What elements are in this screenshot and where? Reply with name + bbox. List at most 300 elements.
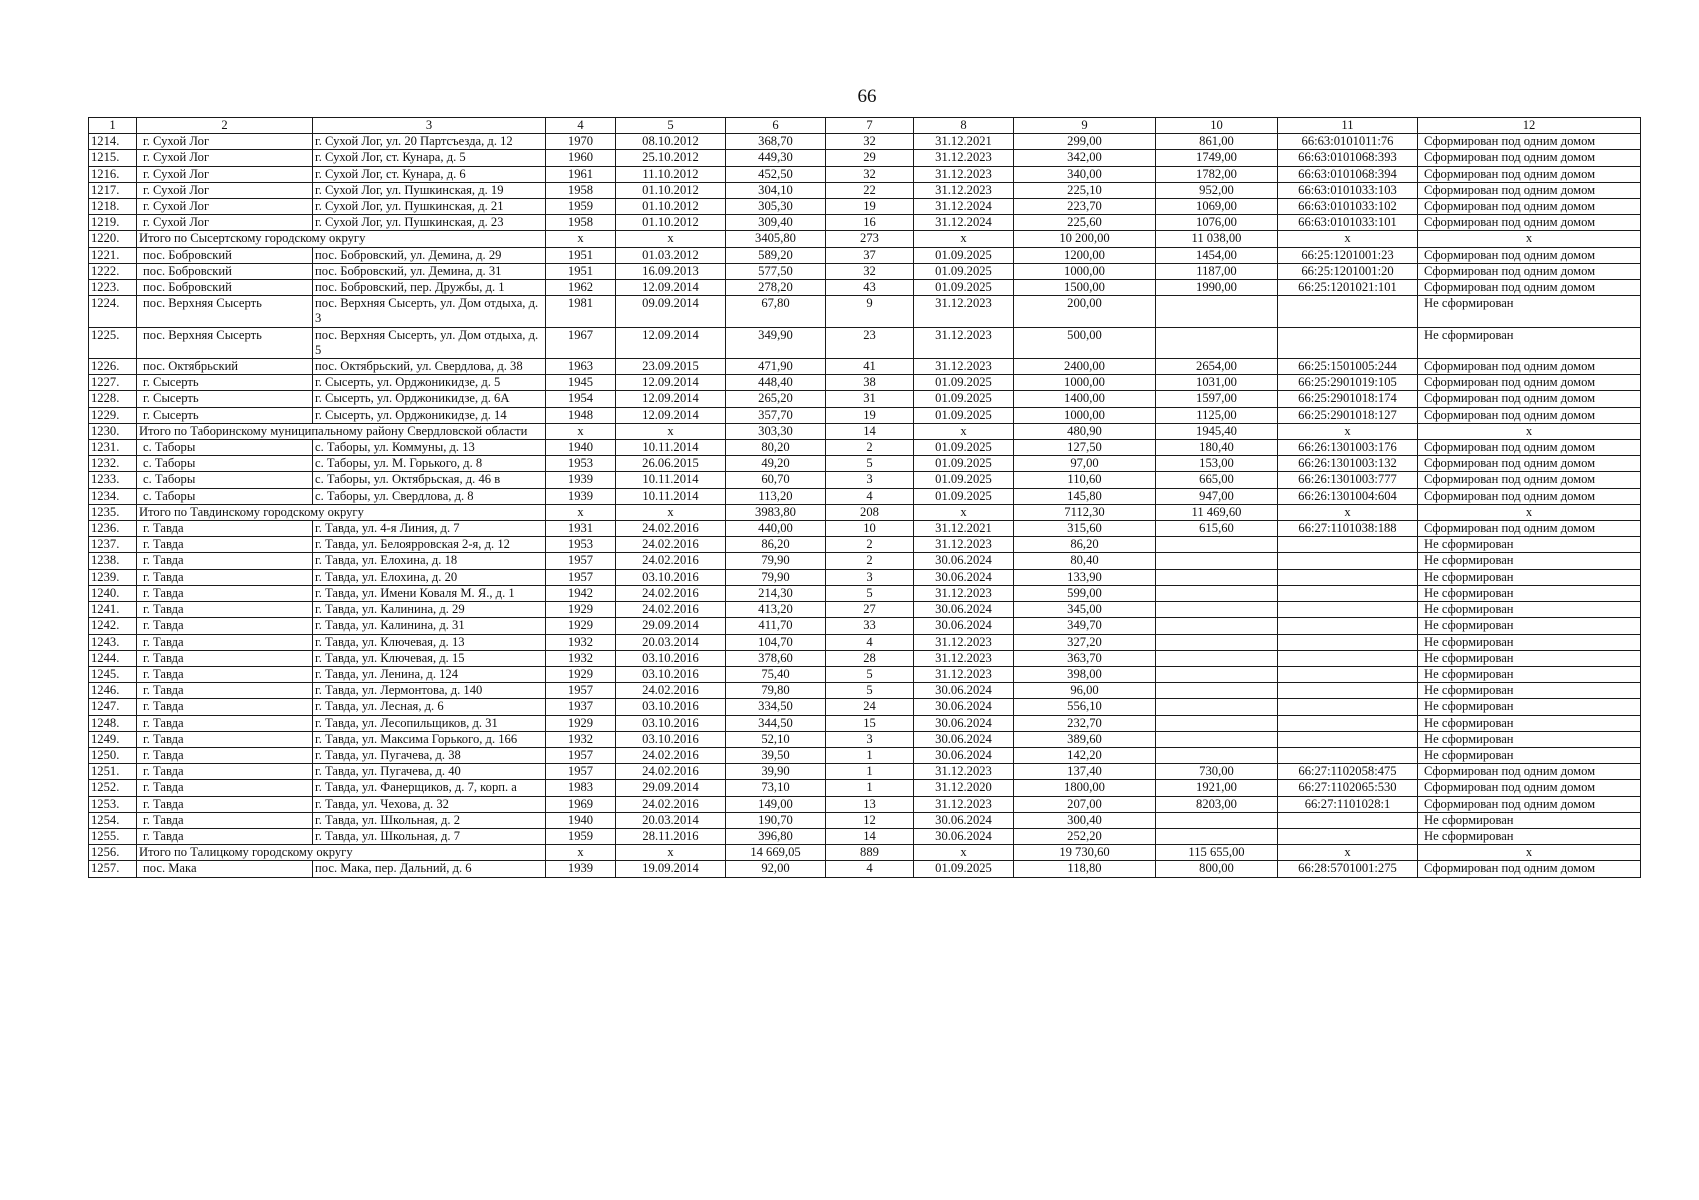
land-status-cell: x bbox=[1418, 845, 1641, 861]
planned-date-cell: 30.06.2024 bbox=[914, 747, 1014, 763]
row-number-cell: 1233. bbox=[89, 472, 137, 488]
residents-cell: 4 bbox=[826, 488, 914, 504]
value-9-cell: 480,90 bbox=[1014, 423, 1156, 439]
locality-cell: с. Таборы bbox=[137, 488, 313, 504]
planned-date-cell: 31.12.2020 bbox=[914, 780, 1014, 796]
table-row bbox=[89, 327, 1641, 358]
planned-date-cell: 01.09.2025 bbox=[914, 440, 1014, 456]
date-cell: 12.09.2014 bbox=[616, 280, 726, 296]
value-10-cell: 1749,00 bbox=[1156, 150, 1278, 166]
residents-cell: 14 bbox=[826, 423, 914, 439]
date-cell: 01.10.2012 bbox=[616, 199, 726, 215]
residents-cell: 19 bbox=[826, 407, 914, 423]
cadastral-number-cell bbox=[1278, 650, 1418, 666]
row-number-cell: 1250. bbox=[89, 747, 137, 763]
land-status-cell: Сформирован под одним домом bbox=[1418, 488, 1641, 504]
land-status-cell: Не сформирован bbox=[1418, 296, 1641, 327]
cadastral-number-cell: 66:25:1201001:23 bbox=[1278, 247, 1418, 263]
value-9-cell: 1200,00 bbox=[1014, 247, 1156, 263]
year-cell: 1953 bbox=[546, 456, 616, 472]
value-10-cell: 11 469,60 bbox=[1156, 504, 1278, 520]
date-cell: 03.10.2016 bbox=[616, 666, 726, 682]
locality-cell: с. Таборы bbox=[137, 472, 313, 488]
year-cell: x bbox=[546, 423, 616, 439]
address-cell: г. Сысерть, ул. Орджоникидзе, д. 14 bbox=[313, 407, 546, 423]
locality-cell: г. Тавда bbox=[137, 521, 313, 537]
cadastral-number-cell bbox=[1278, 537, 1418, 553]
date-cell: 03.10.2016 bbox=[616, 569, 726, 585]
year-cell: 1957 bbox=[546, 747, 616, 763]
date-cell: 01.10.2012 bbox=[616, 215, 726, 231]
table-row bbox=[89, 569, 1641, 585]
planned-date-cell: 31.12.2023 bbox=[914, 634, 1014, 650]
area-cell: 440,00 bbox=[726, 521, 826, 537]
residents-cell: 32 bbox=[826, 134, 914, 150]
land-status-cell: Сформирован под одним домом bbox=[1418, 861, 1641, 877]
table-row bbox=[89, 650, 1641, 666]
date-cell: 19.09.2014 bbox=[616, 861, 726, 877]
area-cell: 39,90 bbox=[726, 764, 826, 780]
cadastral-number-cell bbox=[1278, 747, 1418, 763]
area-cell: 14 669,05 bbox=[726, 845, 826, 861]
value-9-cell: 7112,30 bbox=[1014, 504, 1156, 520]
residents-cell: 43 bbox=[826, 280, 914, 296]
planned-date-cell: x bbox=[914, 423, 1014, 439]
cadastral-number-cell bbox=[1278, 812, 1418, 828]
cadastral-number-cell bbox=[1278, 634, 1418, 650]
locality-cell: г. Тавда bbox=[137, 569, 313, 585]
cadastral-number-cell: 66:63:0101011:76 bbox=[1278, 134, 1418, 150]
residents-cell: 1 bbox=[826, 747, 914, 763]
locality-cell: г. Сысерть bbox=[137, 407, 313, 423]
year-cell: 1929 bbox=[546, 618, 616, 634]
residents-cell: 23 bbox=[826, 327, 914, 358]
value-9-cell: 327,20 bbox=[1014, 634, 1156, 650]
row-number-cell: 1221. bbox=[89, 247, 137, 263]
value-9-cell: 1000,00 bbox=[1014, 375, 1156, 391]
locality-cell: г. Тавда bbox=[137, 537, 313, 553]
table-row bbox=[89, 699, 1641, 715]
cadastral-number-cell bbox=[1278, 731, 1418, 747]
cadastral-number-cell: x bbox=[1278, 423, 1418, 439]
cadastral-number-cell: 66:25:1201021:101 bbox=[1278, 280, 1418, 296]
locality-cell: г. Сухой Лог bbox=[137, 134, 313, 150]
row-number-cell: 1236. bbox=[89, 521, 137, 537]
value-9-cell: 345,00 bbox=[1014, 602, 1156, 618]
planned-date-cell: 31.12.2023 bbox=[914, 585, 1014, 601]
value-9-cell: 1500,00 bbox=[1014, 280, 1156, 296]
cadastral-number-cell: 66:26:1301003:132 bbox=[1278, 456, 1418, 472]
year-cell: 1958 bbox=[546, 182, 616, 198]
address-cell: г. Сысерть, ул. Орджоникидзе, д. 5 bbox=[313, 375, 546, 391]
planned-date-cell: 31.12.2023 bbox=[914, 359, 1014, 375]
planned-date-cell: 01.09.2025 bbox=[914, 407, 1014, 423]
row-number-cell: 1248. bbox=[89, 715, 137, 731]
date-cell: 20.03.2014 bbox=[616, 634, 726, 650]
land-status-cell: Сформирован под одним домом bbox=[1418, 391, 1641, 407]
table-row bbox=[89, 731, 1641, 747]
value-10-cell: 1125,00 bbox=[1156, 407, 1278, 423]
value-10-cell: 153,00 bbox=[1156, 456, 1278, 472]
cadastral-number-cell bbox=[1278, 683, 1418, 699]
cadastral-number-cell: 66:63:0101068:393 bbox=[1278, 150, 1418, 166]
date-cell: 24.02.2016 bbox=[616, 764, 726, 780]
planned-date-cell: 31.12.2021 bbox=[914, 134, 1014, 150]
address-cell: с. Таборы, ул. Октябрьская, д. 46 в bbox=[313, 472, 546, 488]
residents-cell: 13 bbox=[826, 796, 914, 812]
value-9-cell: 349,70 bbox=[1014, 618, 1156, 634]
cadastral-number-cell: 66:63:0101033:102 bbox=[1278, 199, 1418, 215]
row-number-cell: 1254. bbox=[89, 812, 137, 828]
address-cell: г. Тавда, ул. Имени Коваля М. Я., д. 1 bbox=[313, 585, 546, 601]
value-10-cell bbox=[1156, 634, 1278, 650]
locality-cell: с. Таборы bbox=[137, 440, 313, 456]
year-cell: 1958 bbox=[546, 215, 616, 231]
row-number-cell: 1245. bbox=[89, 666, 137, 682]
date-cell: 10.11.2014 bbox=[616, 488, 726, 504]
value-9-cell: 80,40 bbox=[1014, 553, 1156, 569]
area-cell: 577,50 bbox=[726, 263, 826, 279]
date-cell: 12.09.2014 bbox=[616, 327, 726, 358]
area-cell: 92,00 bbox=[726, 861, 826, 877]
value-9-cell: 118,80 bbox=[1014, 861, 1156, 877]
column-number-header: 1 bbox=[89, 118, 137, 134]
value-9-cell: 2400,00 bbox=[1014, 359, 1156, 375]
area-cell: 589,20 bbox=[726, 247, 826, 263]
planned-date-cell: 01.09.2025 bbox=[914, 391, 1014, 407]
value-10-cell: 947,00 bbox=[1156, 488, 1278, 504]
cadastral-number-cell bbox=[1278, 296, 1418, 327]
residents-cell: 32 bbox=[826, 166, 914, 182]
value-10-cell: 1076,00 bbox=[1156, 215, 1278, 231]
value-10-cell: 180,40 bbox=[1156, 440, 1278, 456]
area-cell: 471,90 bbox=[726, 359, 826, 375]
land-status-cell: Сформирован под одним домом bbox=[1418, 280, 1641, 296]
date-cell: 24.02.2016 bbox=[616, 585, 726, 601]
date-cell: 03.10.2016 bbox=[616, 715, 726, 731]
cadastral-number-cell: 66:25:2901018:174 bbox=[1278, 391, 1418, 407]
table-row bbox=[89, 780, 1641, 796]
planned-date-cell: 30.06.2024 bbox=[914, 618, 1014, 634]
residents-cell: 5 bbox=[826, 666, 914, 682]
column-number-header: 6 bbox=[726, 118, 826, 134]
value-9-cell: 299,00 bbox=[1014, 134, 1156, 150]
date-cell: x bbox=[616, 423, 726, 439]
year-cell: 1959 bbox=[546, 199, 616, 215]
value-10-cell bbox=[1156, 569, 1278, 585]
address-cell: г. Сухой Лог, ул. Пушкинская, д. 21 bbox=[313, 199, 546, 215]
area-cell: 278,20 bbox=[726, 280, 826, 296]
value-10-cell: 1031,00 bbox=[1156, 375, 1278, 391]
cadastral-number-cell: 66:63:0101033:103 bbox=[1278, 182, 1418, 198]
value-10-cell: 861,00 bbox=[1156, 134, 1278, 150]
cadastral-number-cell bbox=[1278, 585, 1418, 601]
row-number-cell: 1249. bbox=[89, 731, 137, 747]
residents-cell: 5 bbox=[826, 456, 914, 472]
year-cell: 1957 bbox=[546, 553, 616, 569]
table-row bbox=[89, 861, 1641, 877]
area-cell: 349,90 bbox=[726, 327, 826, 358]
value-10-cell: 1921,00 bbox=[1156, 780, 1278, 796]
locality-cell: г. Сысерть bbox=[137, 375, 313, 391]
housing-register-table bbox=[88, 117, 1641, 878]
area-cell: 80,20 bbox=[726, 440, 826, 456]
table-row bbox=[89, 182, 1641, 198]
year-cell: 1931 bbox=[546, 521, 616, 537]
row-number-cell: 1243. bbox=[89, 634, 137, 650]
row-number-cell: 1227. bbox=[89, 375, 137, 391]
table-row bbox=[89, 456, 1641, 472]
address-cell: с. Таборы, ул. Коммуны, д. 13 bbox=[313, 440, 546, 456]
cadastral-number-cell: 66:25:1501005:244 bbox=[1278, 359, 1418, 375]
value-10-cell bbox=[1156, 828, 1278, 844]
date-cell: 29.09.2014 bbox=[616, 618, 726, 634]
residents-cell: 12 bbox=[826, 812, 914, 828]
date-cell: 01.03.2012 bbox=[616, 247, 726, 263]
address-cell: г. Тавда, ул. Ленина, д. 124 bbox=[313, 666, 546, 682]
value-9-cell: 342,00 bbox=[1014, 150, 1156, 166]
value-10-cell bbox=[1156, 747, 1278, 763]
planned-date-cell: 31.12.2023 bbox=[914, 166, 1014, 182]
date-cell: 26.06.2015 bbox=[616, 456, 726, 472]
table-row bbox=[89, 247, 1641, 263]
residents-cell: 31 bbox=[826, 391, 914, 407]
value-9-cell: 200,00 bbox=[1014, 296, 1156, 327]
residents-cell: 3 bbox=[826, 569, 914, 585]
value-9-cell: 363,70 bbox=[1014, 650, 1156, 666]
locality-cell: г. Тавда bbox=[137, 618, 313, 634]
residents-cell: 273 bbox=[826, 231, 914, 247]
year-cell: 1959 bbox=[546, 828, 616, 844]
land-status-cell: Сформирован под одним домом bbox=[1418, 359, 1641, 375]
value-9-cell: 223,70 bbox=[1014, 199, 1156, 215]
row-number-cell: 1218. bbox=[89, 199, 137, 215]
locality-cell: г. Тавда bbox=[137, 764, 313, 780]
year-cell: 1962 bbox=[546, 280, 616, 296]
row-number-cell: 1214. bbox=[89, 134, 137, 150]
value-10-cell bbox=[1156, 537, 1278, 553]
locality-cell: пос. Бобровский bbox=[137, 280, 313, 296]
value-9-cell: 207,00 bbox=[1014, 796, 1156, 812]
year-cell: 1963 bbox=[546, 359, 616, 375]
table-row bbox=[89, 166, 1641, 182]
planned-date-cell: 30.06.2024 bbox=[914, 699, 1014, 715]
table-row bbox=[89, 391, 1641, 407]
value-10-cell: 615,60 bbox=[1156, 521, 1278, 537]
row-number-cell: 1234. bbox=[89, 488, 137, 504]
year-cell: x bbox=[546, 845, 616, 861]
date-cell: 08.10.2012 bbox=[616, 134, 726, 150]
area-cell: 104,70 bbox=[726, 634, 826, 650]
value-10-cell bbox=[1156, 327, 1278, 358]
row-number-cell: 1240. bbox=[89, 585, 137, 601]
residents-cell: 2 bbox=[826, 537, 914, 553]
address-cell: пос. Верхняя Сысерть, ул. Дом отдыха, д. 5 bbox=[313, 327, 546, 358]
row-number-cell: 1217. bbox=[89, 182, 137, 198]
value-9-cell: 86,20 bbox=[1014, 537, 1156, 553]
land-status-cell: Не сформирован bbox=[1418, 828, 1641, 844]
residents-cell: 33 bbox=[826, 618, 914, 634]
value-10-cell: 800,00 bbox=[1156, 861, 1278, 877]
locality-cell: г. Сысерть bbox=[137, 391, 313, 407]
row-number-cell: 1215. bbox=[89, 150, 137, 166]
cadastral-number-cell bbox=[1278, 699, 1418, 715]
land-status-cell: Сформирован под одним домом bbox=[1418, 440, 1641, 456]
planned-date-cell: 31.12.2023 bbox=[914, 666, 1014, 682]
row-number-cell: 1252. bbox=[89, 780, 137, 796]
year-cell: 1981 bbox=[546, 296, 616, 327]
planned-date-cell: 31.12.2024 bbox=[914, 199, 1014, 215]
residents-cell: 37 bbox=[826, 247, 914, 263]
address-cell: пос. Верхняя Сысерть, ул. Дом отдыха, д. 3 bbox=[313, 296, 546, 327]
row-number-cell: 1242. bbox=[89, 618, 137, 634]
table-row bbox=[89, 585, 1641, 601]
row-number-cell: 1237. bbox=[89, 537, 137, 553]
year-cell: 1957 bbox=[546, 569, 616, 585]
year-cell: 1929 bbox=[546, 666, 616, 682]
land-status-cell: Сформирован под одним домом bbox=[1418, 134, 1641, 150]
locality-cell: г. Сухой Лог bbox=[137, 166, 313, 182]
area-cell: 149,00 bbox=[726, 796, 826, 812]
row-number-cell: 1229. bbox=[89, 407, 137, 423]
residents-cell: 14 bbox=[826, 828, 914, 844]
year-cell: 1945 bbox=[546, 375, 616, 391]
row-number-cell: 1246. bbox=[89, 683, 137, 699]
row-number-cell: 1247. bbox=[89, 699, 137, 715]
row-number-cell: 1228. bbox=[89, 391, 137, 407]
area-cell: 86,20 bbox=[726, 537, 826, 553]
locality-cell: г. Сухой Лог bbox=[137, 199, 313, 215]
planned-date-cell: 31.12.2023 bbox=[914, 327, 1014, 358]
address-cell: г. Тавда, ул. 4-я Линия, д. 7 bbox=[313, 521, 546, 537]
year-cell: 1951 bbox=[546, 263, 616, 279]
value-10-cell: 2654,00 bbox=[1156, 359, 1278, 375]
area-cell: 357,70 bbox=[726, 407, 826, 423]
area-cell: 449,30 bbox=[726, 150, 826, 166]
value-10-cell: 1782,00 bbox=[1156, 166, 1278, 182]
table-header-row bbox=[89, 118, 1641, 134]
value-9-cell: 10 200,00 bbox=[1014, 231, 1156, 247]
land-status-cell: Сформирован под одним домом bbox=[1418, 764, 1641, 780]
address-cell: г. Тавда, ул. Ключевая, д. 15 bbox=[313, 650, 546, 666]
residents-cell: 1 bbox=[826, 764, 914, 780]
row-number-cell: 1257. bbox=[89, 861, 137, 877]
residents-cell: 28 bbox=[826, 650, 914, 666]
value-10-cell bbox=[1156, 683, 1278, 699]
planned-date-cell: 31.12.2023 bbox=[914, 650, 1014, 666]
planned-date-cell: 01.09.2025 bbox=[914, 472, 1014, 488]
planned-date-cell: 30.06.2024 bbox=[914, 828, 1014, 844]
address-cell: пос. Бобровский, ул. Демина, д. 29 bbox=[313, 247, 546, 263]
planned-date-cell: x bbox=[914, 845, 1014, 861]
address-cell: с. Таборы, ул. М. Горького, д. 8 bbox=[313, 456, 546, 472]
date-cell: 09.09.2014 bbox=[616, 296, 726, 327]
area-cell: 75,40 bbox=[726, 666, 826, 682]
row-number-cell: 1220. bbox=[89, 231, 137, 247]
residents-cell: 2 bbox=[826, 553, 914, 569]
residents-cell: 19 bbox=[826, 199, 914, 215]
table-total-row bbox=[89, 423, 1641, 439]
address-cell: г. Сысерть, ул. Орджоникидзе, д. 6А bbox=[313, 391, 546, 407]
land-status-cell: Сформирован под одним домом bbox=[1418, 166, 1641, 182]
value-10-cell: 1454,00 bbox=[1156, 247, 1278, 263]
cadastral-number-cell bbox=[1278, 602, 1418, 618]
table-row bbox=[89, 375, 1641, 391]
date-cell: 23.09.2015 bbox=[616, 359, 726, 375]
area-cell: 368,70 bbox=[726, 134, 826, 150]
address-cell: г. Тавда, ул. Лермонтова, д. 140 bbox=[313, 683, 546, 699]
value-9-cell: 1800,00 bbox=[1014, 780, 1156, 796]
total-label-cell: Итого по Талицкому городскому округу bbox=[137, 845, 546, 861]
row-number-cell: 1244. bbox=[89, 650, 137, 666]
column-number-header: 7 bbox=[826, 118, 914, 134]
land-status-cell: Не сформирован bbox=[1418, 699, 1641, 715]
date-cell: 24.02.2016 bbox=[616, 602, 726, 618]
row-number-cell: 1235. bbox=[89, 504, 137, 520]
value-9-cell: 556,10 bbox=[1014, 699, 1156, 715]
date-cell: 01.10.2012 bbox=[616, 182, 726, 198]
year-cell: 1937 bbox=[546, 699, 616, 715]
value-10-cell: 1597,00 bbox=[1156, 391, 1278, 407]
locality-cell: пос. Верхняя Сысерть bbox=[137, 327, 313, 358]
land-status-cell: Сформирован под одним домом bbox=[1418, 215, 1641, 231]
area-cell: 113,20 bbox=[726, 488, 826, 504]
locality-cell: пос. Мака bbox=[137, 861, 313, 877]
table-row bbox=[89, 666, 1641, 682]
table-row bbox=[89, 521, 1641, 537]
value-9-cell: 300,40 bbox=[1014, 812, 1156, 828]
table-row bbox=[89, 407, 1641, 423]
date-cell: 24.02.2016 bbox=[616, 747, 726, 763]
cadastral-number-cell bbox=[1278, 828, 1418, 844]
land-status-cell: Не сформирован bbox=[1418, 618, 1641, 634]
land-status-cell: x bbox=[1418, 231, 1641, 247]
locality-cell: г. Тавда bbox=[137, 699, 313, 715]
area-cell: 303,30 bbox=[726, 423, 826, 439]
address-cell: г. Сухой Лог, ул. Пушкинская, д. 19 bbox=[313, 182, 546, 198]
cadastral-number-cell bbox=[1278, 715, 1418, 731]
total-label-cell: Итого по Сысертскому городскому округу bbox=[137, 231, 546, 247]
planned-date-cell: 31.12.2023 bbox=[914, 150, 1014, 166]
area-cell: 3983,80 bbox=[726, 504, 826, 520]
locality-cell: г. Тавда bbox=[137, 780, 313, 796]
table-total-row bbox=[89, 231, 1641, 247]
planned-date-cell: 01.09.2025 bbox=[914, 488, 1014, 504]
address-cell: г. Сухой Лог, ст. Кунара, д. 5 bbox=[313, 150, 546, 166]
residents-cell: 9 bbox=[826, 296, 914, 327]
row-number-cell: 1223. bbox=[89, 280, 137, 296]
row-number-cell: 1253. bbox=[89, 796, 137, 812]
land-status-cell: Сформирован под одним домом bbox=[1418, 375, 1641, 391]
date-cell: 03.10.2016 bbox=[616, 650, 726, 666]
value-9-cell: 133,90 bbox=[1014, 569, 1156, 585]
area-cell: 3405,80 bbox=[726, 231, 826, 247]
land-status-cell: x bbox=[1418, 423, 1641, 439]
row-number-cell: 1241. bbox=[89, 602, 137, 618]
area-cell: 190,70 bbox=[726, 812, 826, 828]
planned-date-cell: 31.12.2023 bbox=[914, 796, 1014, 812]
planned-date-cell: 30.06.2024 bbox=[914, 569, 1014, 585]
locality-cell: г. Тавда bbox=[137, 602, 313, 618]
land-status-cell: Сформирован под одним домом bbox=[1418, 182, 1641, 198]
address-cell: с. Таборы, ул. Свердлова, д. 8 bbox=[313, 488, 546, 504]
area-cell: 79,90 bbox=[726, 553, 826, 569]
residents-cell: 4 bbox=[826, 861, 914, 877]
year-cell: 1969 bbox=[546, 796, 616, 812]
area-cell: 378,60 bbox=[726, 650, 826, 666]
area-cell: 448,40 bbox=[726, 375, 826, 391]
address-cell: г. Тавда, ул. Калинина, д. 31 bbox=[313, 618, 546, 634]
